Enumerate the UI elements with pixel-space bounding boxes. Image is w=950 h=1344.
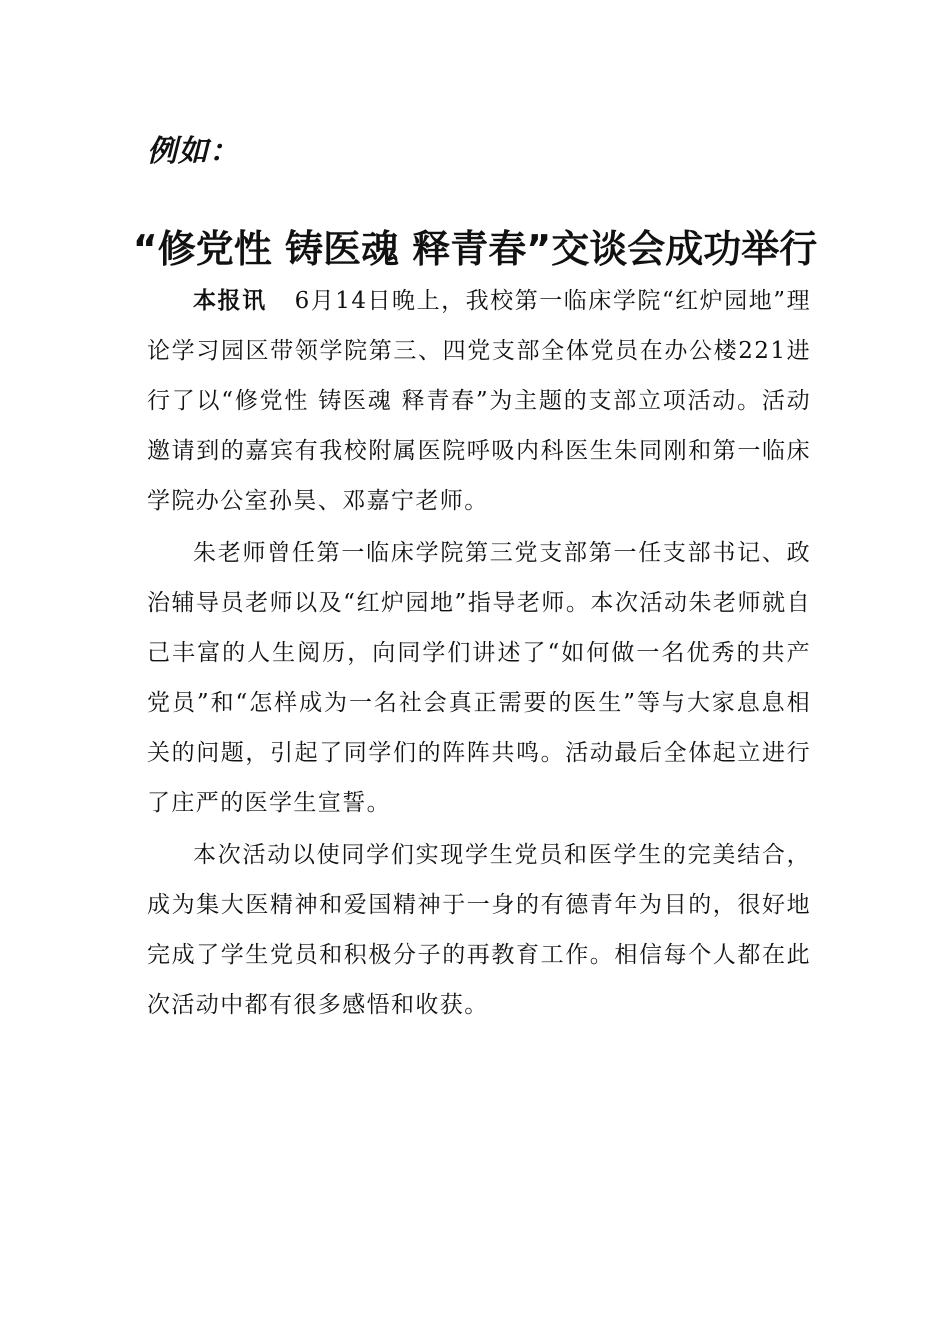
example-label: 例如： — [147, 134, 240, 169]
article-paragraph-1 — [147, 276, 811, 526]
article-paragraph-2: 朱老师曾任第一临床学院第三党支部第一任支部书记、政治辅导员老师以及“红炉园地”指导老师。本次活动朱老师就自己丰富的人生阅历，向同学们讲述了“如何做一名优秀的共产党员”和“怎样成为一名社会真正需要的医生”等与大家息息相关的问题，引起了同学们的阵阵共鸣。活动最后全体起立进行了庄严的医学生宣誓。 — [147, 540, 811, 816]
paragraph-text: 6月14日晚上，我校第一临床学院“红炉园地”理论学习园区带领学院第三、四党支部全体党员在办公楼221进行了以“修党性 铸医魂 释青春”为主题的支部立项活动。活动邀请到的嘉宾有我校附属医院呼吸内科医生朱同刚和第一临床学院办公室孙昊、邓嘉宁老师。 — [147, 288, 812, 514]
article-body — [147, 276, 811, 1032]
lead-label: 本报讯 — [193, 287, 267, 314]
article-title: “修党性 铸医魂 释青春”交谈会成功举行 — [132, 227, 818, 271]
article-paragraph-3: 本次活动以使同学们实现学生党员和医学生的完美结合，成为集大医精神和爱国精神于一身的有德青年为目的，很好地完成了学生党员和积极分子的再教育工作。相信每个人都在此次活动中都有很多感悟和收获。 — [147, 842, 811, 1018]
